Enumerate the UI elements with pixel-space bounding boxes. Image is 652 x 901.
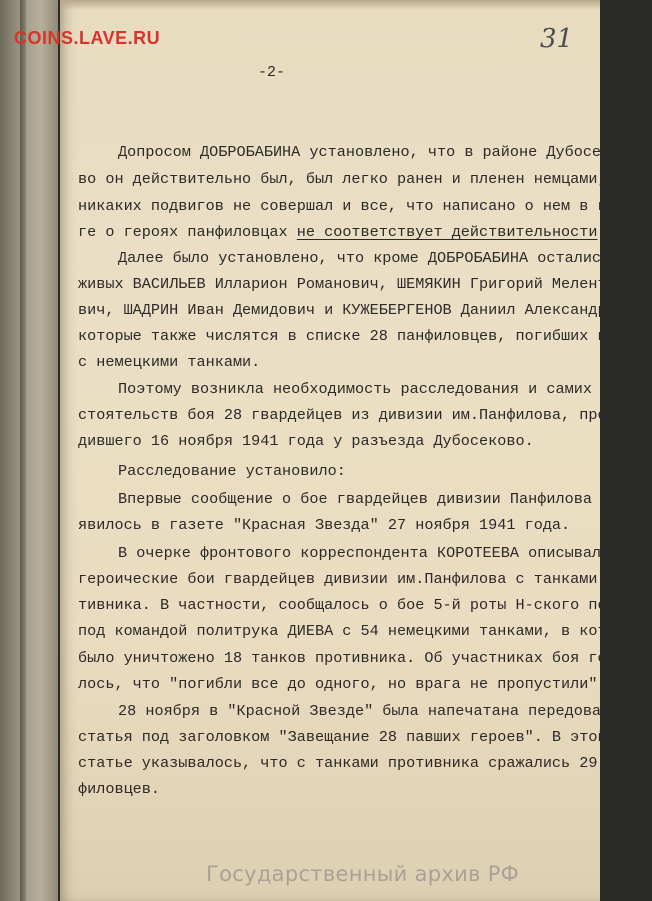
text-line-segment: с немецкими танками. bbox=[78, 353, 261, 371]
text-line-segment: Поэтому возникла необходимость расследования и самих об- bbox=[118, 380, 629, 398]
text-line bbox=[78, 352, 260, 372]
text-line-segment: никаких подвигов не совершал и все, что написано о нем в кни- bbox=[78, 197, 634, 215]
text-line-segment: дившего 16 ноября 1941 года у разъезда Дубосеково. bbox=[78, 432, 534, 450]
text-line bbox=[78, 674, 607, 694]
text-line bbox=[118, 701, 610, 721]
folder-edge bbox=[0, 0, 58, 901]
archive-folio-number: 31 bbox=[540, 24, 574, 54]
text-line-segment: тивника. В частности, сообщалось о бое 5-й роты Н-ского полка bbox=[78, 596, 634, 614]
page-number: -2- bbox=[258, 64, 286, 81]
underlined-text: не соответствует действительности bbox=[296, 223, 598, 241]
text-line bbox=[78, 569, 643, 589]
text-line bbox=[78, 515, 570, 535]
text-line bbox=[78, 222, 607, 242]
text-line bbox=[118, 543, 628, 563]
text-line-segment: во он действительно был, был легко ранен и пленен немцами, но bbox=[78, 170, 634, 188]
text-line bbox=[78, 169, 634, 189]
watermark-bottom: Государственный архив РФ bbox=[206, 862, 520, 886]
text-line-segment: было уничтожено 18 танков противника. Об участниках боя говори- bbox=[78, 649, 652, 667]
text-line-segment: Впервые сообщение о бое гвардейцев дивизии Панфилова по- bbox=[118, 490, 629, 508]
text-line-segment: 28 ноября в "Красной Звезде" была напечатана передовая bbox=[118, 702, 611, 720]
text-line bbox=[118, 461, 346, 481]
watermark-top: COINS.LAVE.RU bbox=[14, 28, 161, 48]
folder-binding-strip bbox=[20, 0, 26, 901]
text-line-segment: явилось в газете "Красная Звезда" 27 ноября 1941 года. bbox=[78, 516, 571, 534]
text-line-segment: статья под заголовком "Завещание 28 павших героев". В этой bbox=[78, 728, 607, 746]
text-line-segment: Далее было установлено, что кроме ДОБРОБАБИНА остались в bbox=[118, 249, 629, 267]
text-line-segment: героические бои гвардейцев дивизии им.Панфилова с танками про- bbox=[78, 570, 644, 588]
text-line bbox=[118, 379, 628, 399]
text-line-segment: под командой политрука ДИЕВА с 54 немецкими танками, в котором bbox=[78, 622, 644, 640]
text-line-segment: филовцев. bbox=[78, 780, 161, 798]
text-line bbox=[78, 326, 643, 346]
text-line-segment: Допросом ДОБРОБАБИНА установлено, что в районе Дубосеко- bbox=[118, 143, 629, 161]
text-line-segment: В очерке фронтового корреспондента КОРОТЕЕВА описывались bbox=[118, 544, 629, 562]
text-line bbox=[78, 405, 652, 425]
text-line bbox=[78, 727, 607, 747]
text-line-segment: Расследование установило: bbox=[118, 462, 346, 480]
text-line-segment: статье указывалось, что с танками противника сражались 29 пан- bbox=[78, 754, 644, 772]
sheet-top-shadow bbox=[60, 0, 600, 10]
text-line bbox=[78, 753, 643, 773]
text-line bbox=[118, 142, 628, 162]
text-line bbox=[78, 196, 634, 216]
text-line-segment: ге о героях панфиловцах bbox=[78, 223, 297, 241]
text-line-segment: которые также числятся в списке 28 панфиловцев, погибших в бою bbox=[78, 327, 644, 345]
text-line-segment: живых ВАСИЛЬЕВ Илларион Романович, ШЕМЯКИН Григорий Мелентье- bbox=[78, 275, 634, 293]
text-line bbox=[78, 431, 534, 451]
text-line bbox=[78, 648, 652, 668]
text-line bbox=[78, 621, 643, 641]
text-line bbox=[118, 248, 628, 268]
text-line-segment: . bbox=[597, 223, 607, 241]
text-line bbox=[78, 595, 634, 615]
text-line-segment: вич, ШАДРИН Иван Демидович и КУЖЕБЕРГЕНОВ Даниил Александрович, bbox=[78, 301, 652, 319]
text-line-segment: лось, что "погибли все до одного, но врага не пропустили". bbox=[78, 675, 607, 693]
text-line bbox=[78, 779, 160, 799]
text-line bbox=[118, 489, 628, 509]
text-line-segment: стоятельств боя 28 гвардейцев из дивизии им.Панфилова, происхо- bbox=[78, 406, 652, 424]
text-line bbox=[78, 274, 634, 294]
text-line bbox=[78, 300, 652, 320]
